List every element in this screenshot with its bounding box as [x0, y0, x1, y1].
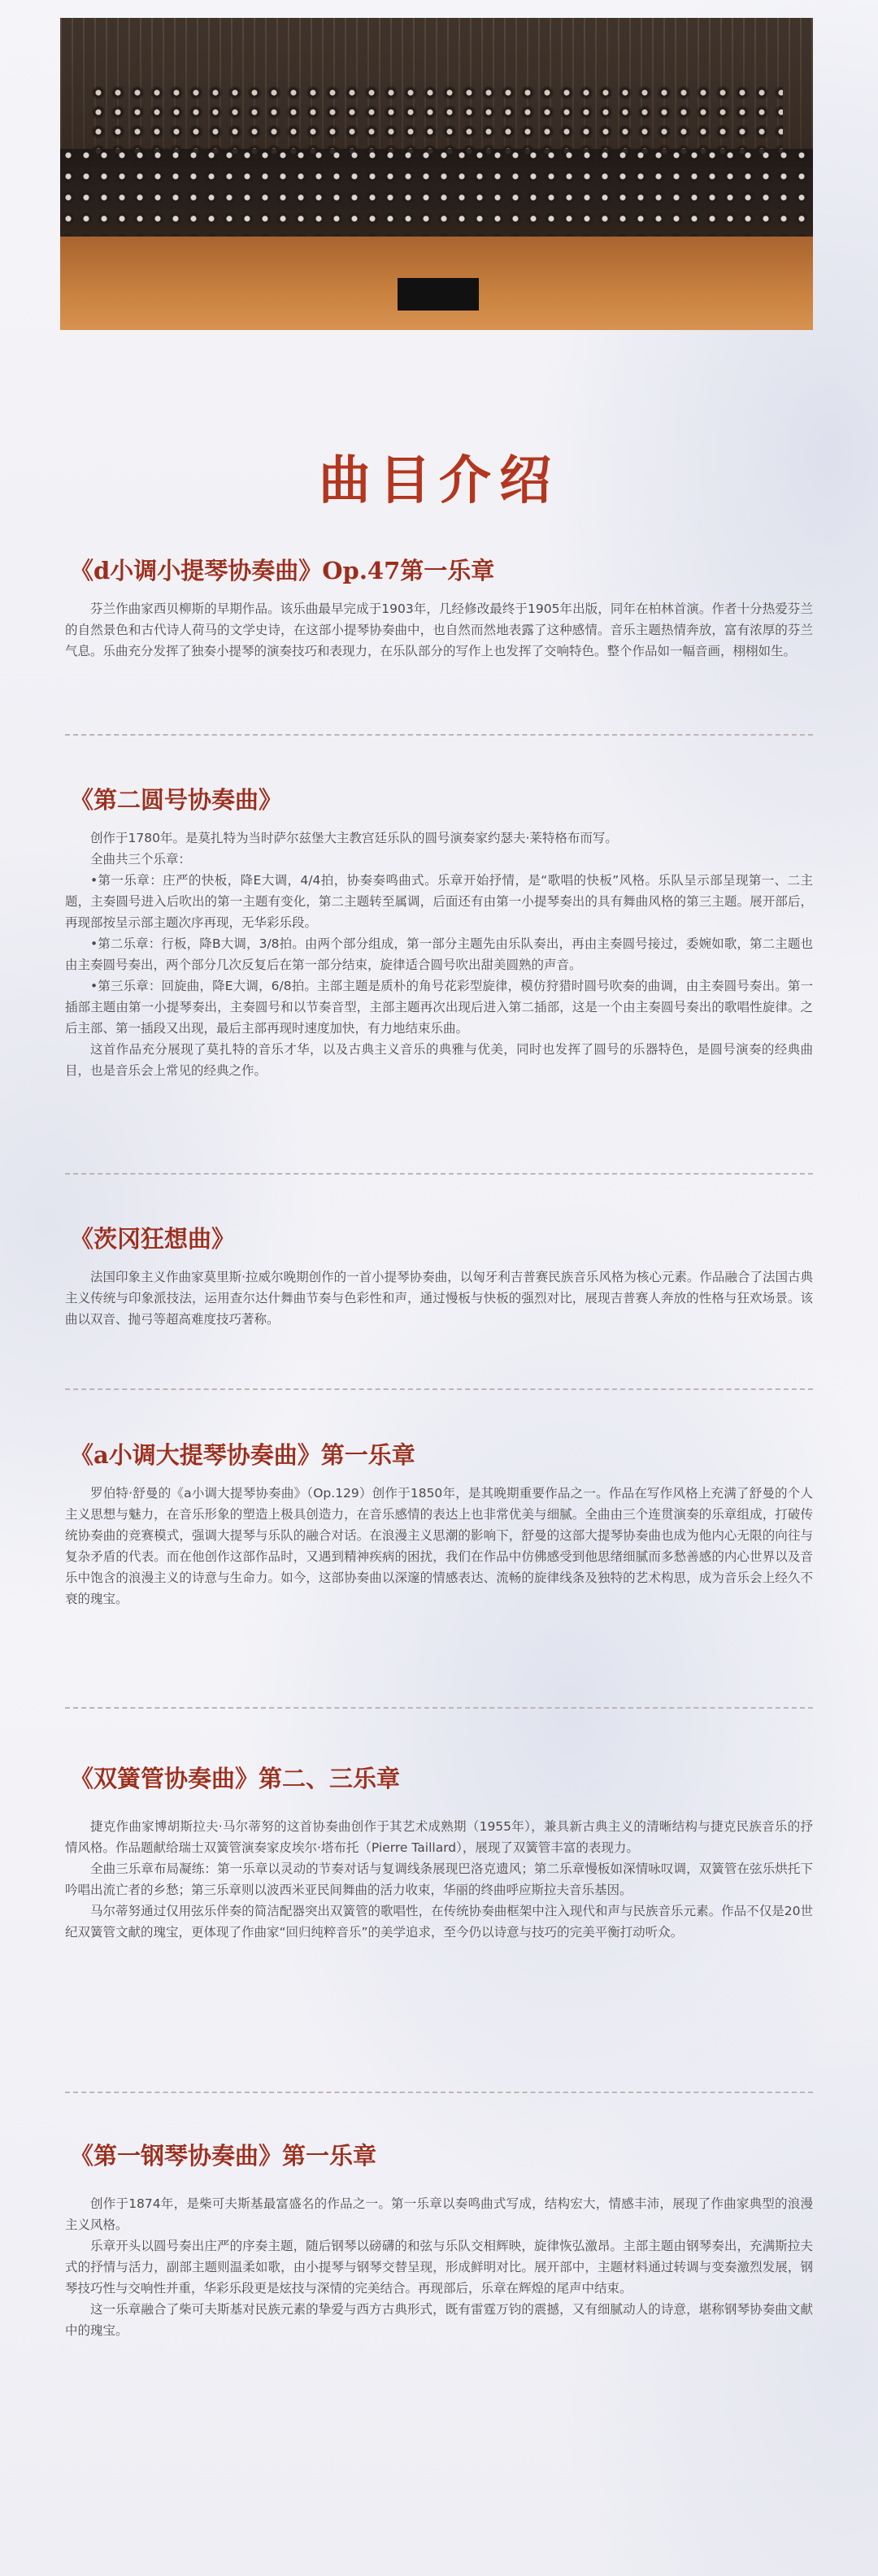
section-body	[65, 828, 813, 1081]
paragraph: 马尔蒂努通过仅用弦乐伴奏的简洁配器突出双簧管的歌唱性，在传统协奏曲框架中注入现代和声与民族音乐元素。作品不仅是20世纪双簧管文献的瑰宝，更体现了作曲家“回归纯粹音乐”的美学追求，至今仍以诗意与技巧的完美平衡打动听众。	[65, 1904, 813, 1940]
page-title: 曲目介绍	[319, 451, 559, 511]
paragraph: 创作于1780年。是莫扎特为当时萨尔兹堡大主教宫廷乐队的圆号演奏家约瑟夫·莱特格布而写。	[90, 831, 618, 845]
paragraph: 全曲三乐章布局凝练：第一乐章以灵动的节奏对话与复调线条展现巴洛克遗风；第二乐章慢板如深情咏叹调，双簧管在弦乐烘托下吟唱出流亡者的乡愁；第三乐章则以波西米亚民间舞曲的活力收束，华丽的终曲呼应斯拉夫音乐基因。	[65, 1861, 813, 1897]
paragraph: 全曲共三个乐章：	[90, 852, 192, 867]
section-divider	[65, 1388, 813, 1390]
paragraph: •第一乐章：庄严的快板，降E大调，4/4拍，协奏奏鸣曲式。乐章开始抒情，是“歌唱的快板”风格。乐队呈示部呈现第一、二主题，主奏圆号进入后吹出的第一主题有变化，第二主题转至属调，后面还有由第一小提琴奏出的具有舞曲风格的第三主题。展开部后，再现部按呈示部主题次序再现，无华彩乐段。	[65, 873, 813, 930]
conductor-podium	[398, 278, 479, 311]
section-title: 《双簧管协奏曲》第二、三乐章	[70, 1765, 401, 1792]
section-title: 《d小调小提琴协奏曲》Op.47第一乐章	[70, 557, 495, 584]
section-title: 《第一钢琴协奏曲》第一乐章	[70, 2142, 377, 2170]
paragraph: 捷克作曲家博胡斯拉夫·马尔蒂努的这首协奏曲创作于其艺术成熟期（1955年），兼具新古典主义的清晰结构与捷克民族音乐的抒情风格。作品题献给瑞士双簧管演奏家皮埃尔·塔布托（Pierre Taillard），展现了双簧管丰富的表现力。	[65, 1819, 813, 1855]
section-body	[65, 1816, 813, 1943]
paragraph: 罗伯特·舒曼的《a小调大提琴协奏曲》（Op.129）创作于1850年，是其晚期重要作品之一。作品在写作风格上充满了舒曼的个人主义思想与魅力，在音乐形象的塑造上极具创造力，在音乐感情的表达上也非常优美与细腻。全曲由三个连贯演奏的乐章组成，打破传统协奏曲的竞赛模式，强调大提琴与乐队的融合对话。在浪漫主义思潮的影响下，舒曼的这部大提琴协奏曲也成为他内心无限的向往与复杂矛盾的代表。而在他创作这部作品时，又遇到精神疾病的困扰，我们在作品中仿佛感受到他思绪细腻而多愁善感的内心世界以及音乐中饱含的浪漫主义的诗意与生命力。如今，这部协奏曲以深邃的情感表达、流畅的旋律线条及独特的艺术构思，成为音乐会上经久不衰的瑰宝。	[65, 1486, 813, 1606]
paragraph: 法国印象主义作曲家莫里斯·拉威尔晚期创作的一首小提琴协奏曲，以匈牙利吉普赛民族音乐风格为核心元素。作品融合了法国古典主义传统与印象派技法，运用查尔达什舞曲节奏与色彩性和声，通过慢板与快板的强烈对比，展现吉普赛人奔放的性格与狂欢场景。该曲以双音、抛弓等超高难度技巧著称。	[65, 1270, 813, 1327]
paragraph: 创作于1874年，是柴可夫斯基最富盛名的作品之一。第一乐章以奏鸣曲式写成，结构宏大，情感丰沛，展现了作曲家典型的浪漫主义风格。	[65, 2196, 813, 2232]
section-divider	[65, 1707, 813, 1709]
paragraph: 这首作品充分展现了莫扎特的音乐才华，以及古典主义音乐的典雅与优美，同时也发挥了圆号的乐器特色，是圆号演奏的经典曲目，也是音乐会上常见的经典之作。	[65, 1042, 813, 1078]
paragraph: •第二乐章：行板，降B大调，3/8拍。由两个部分组成，第一部分主题先由乐队奏出，再由主奏圆号接过，委婉如歌，第二主题也由主奏圆号奏出，两个部分几次反复后在第一部分结束，旋律适合圆号吹出甜美圆熟的声音。	[65, 936, 813, 972]
orchestra-photo	[60, 18, 813, 330]
section-divider	[65, 2092, 813, 2093]
section-body	[65, 598, 813, 662]
paragraph: 乐章开头以圆号奏出庄严的序奏主题，随后钢琴以磅礴的和弦与乐队交相辉映，旋律恢弘激昂。主部主题由钢琴奏出，充满斯拉夫式的抒情与活力，副部主题则温柔如歌，由小提琴与钢琴交替呈现，形成鲜明对比。展开部中，主题材料通过转调与变奏激烈发展，钢琴技巧性与交响性并重，华彩乐段更是炫技与深情的完美结合。再现部后，乐章在辉煌的尾声中结束。	[65, 2239, 813, 2296]
section-title: 《a小调大提琴协奏曲》第一乐章	[70, 1441, 415, 1469]
paragraph: •第三乐章：回旋曲，降E大调，6/8拍。主部主题是质朴的角号花彩型旋律，模仿狩猎时圆号吹奏的曲调，由主奏圆号奏出。第一插部主题由第一小提琴奏出，主奏圆号和以节奏音型，主部主题再次出现后进入第二插部，这是一个由主奏圆号奏出的歌唱性旋律。之后主部、第一插段又出现，最后主部再现时速度加快，有力地结束乐曲。	[65, 979, 813, 1036]
section-title: 《茨冈狂想曲》	[70, 1225, 236, 1253]
section-divider	[65, 734, 813, 736]
paragraph: 这一乐章融合了柴可夫斯基对民族元素的挚爱与西方古典形式，既有雷霆万钧的震撼，又有细腻动人的诗意，堪称钢琴协奏曲文献中的瑰宝。	[65, 2302, 813, 2338]
section-divider	[65, 1173, 813, 1175]
section-title: 《第二圆号协奏曲》	[70, 786, 283, 814]
paragraph: 芬兰作曲家西贝柳斯的早期作品。该乐曲最早完成于1903年，几经修改最终于1905年出版，同年在柏林首演。作者十分热爱芬兰的自然景色和古代诗人荷马的文学史诗，在这部小提琴协奏曲中，也自然而然地表露了这种感情。音乐主题热情奔放，富有浓厚的芬兰气息。乐曲充分发挥了独奏小提琴的演奏技巧和表现力，在乐队部分的写作上也发挥了交响特色。整个作品如一幅音画，栩栩如生。	[65, 602, 813, 658]
section-body	[65, 1483, 813, 1609]
section-body	[65, 1266, 813, 1330]
section-body	[65, 2193, 813, 2341]
